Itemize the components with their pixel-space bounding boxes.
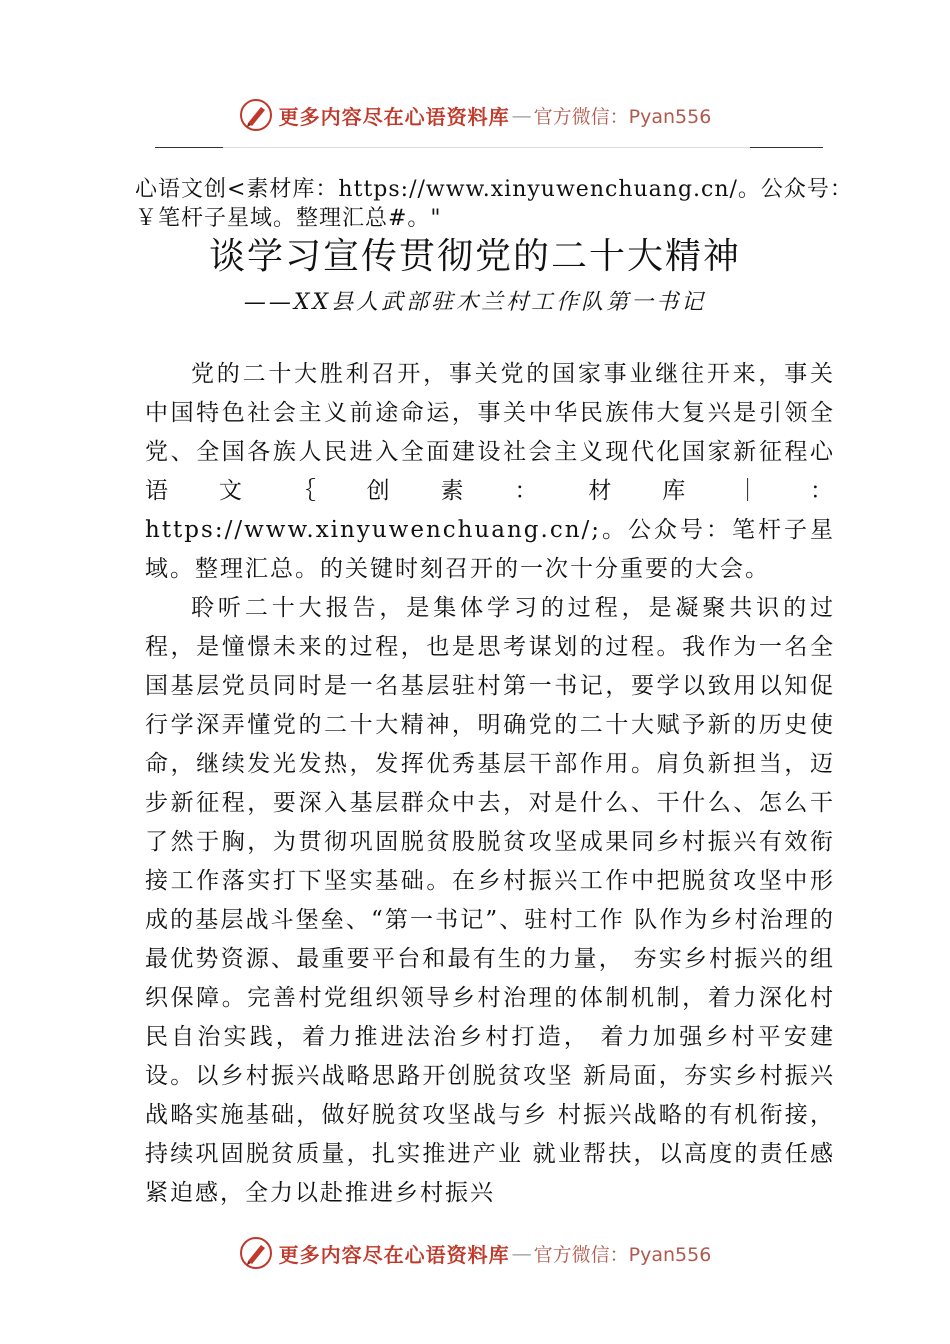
banner-brand: 更多内容尽在心语资料库	[278, 1242, 510, 1267]
pen-logo-icon	[239, 98, 273, 132]
header-rule-right	[750, 147, 823, 148]
document-body	[145, 355, 835, 1213]
banner-separator: —	[511, 103, 532, 127]
document-subtitle: ——XX县人武部驻木兰村工作队第一书记	[243, 290, 707, 315]
banner-separator: —	[511, 1241, 532, 1265]
header-line-2: ￥笔杆子星域。整理汇总#。"	[135, 206, 442, 231]
bottom-banner	[0, 1233, 950, 1273]
banner-wechat: 官方微信：Pyan556	[533, 1243, 712, 1266]
document-title: 谈学习宣传贯彻党的二十大精神	[208, 236, 741, 277]
header-rule-mid	[223, 147, 750, 148]
header-rule-left	[155, 147, 223, 148]
banner-brand: 更多内容尽在心语资料库	[278, 104, 510, 129]
paragraph-2: 聆听二十大报告，是集体学习的过程，是凝聚共识的过程，是憧憬未来的过程，也是思考谋划的过程。我作为一名全国基层党员同时是一名基层驻村第一书记，要学以致用以知促行学深弄懂党的二十大精神，明确党的二十大赋予新的历史使命，继续发光发热，发挥优秀基层干部作用。肩负新担当，迈步新征程，要深入基层群众中去，对是什么、干什么、怎么干了然于胸，为贯彻巩固脱贫股脱贫攻坚成果同乡村振兴有效衔接工作落实打下坚实基础。在乡村振兴工作中把脱贫攻坚中形成的基层战斗堡垒、“第一书记”、驻村工作 队作为乡村治理的最优势资源、最重要平台和最有生的力量， 夯实乡村振兴的组织保障。完善村党组织领导乡村治理的体制机制，着力深化村民自治实践，着力推进法治乡村打造， 着力加强乡村平安建设。以乡村振兴战略思路开创脱贫攻坚 新局面，夯实乡村振兴战略实施基础，做好脱贫攻坚战与乡 村振兴战略的有机衔接，持续巩固脱贫质量，扎实推进产业 就业帮扶，以高度的责任感紧迫感，全力以赴推进乡村振兴	[145, 595, 835, 1206]
banner-wechat: 官方微信：Pyan556	[533, 105, 712, 128]
pen-logo-icon	[239, 1236, 273, 1270]
top-banner	[0, 95, 950, 135]
header-line-1: 心语文创<素材库：https://www.xinyuwenchuang.cn/。公众号：	[135, 177, 853, 202]
paragraph-1: 党的二十大胜利召开，事关党的国家事业继往开来，事关中国特色社会主义前途命运，事关中华民族伟大复兴是引领全党、全国各族人民进入全面建设社会主义现代化国家新征程心语文｛创素：材库｜：https://www.xinyuwenchuang.cn/;。公众号：笔杆子星域。整理汇总。的关键时刻召开的一次十分重要的大会。	[145, 361, 835, 582]
